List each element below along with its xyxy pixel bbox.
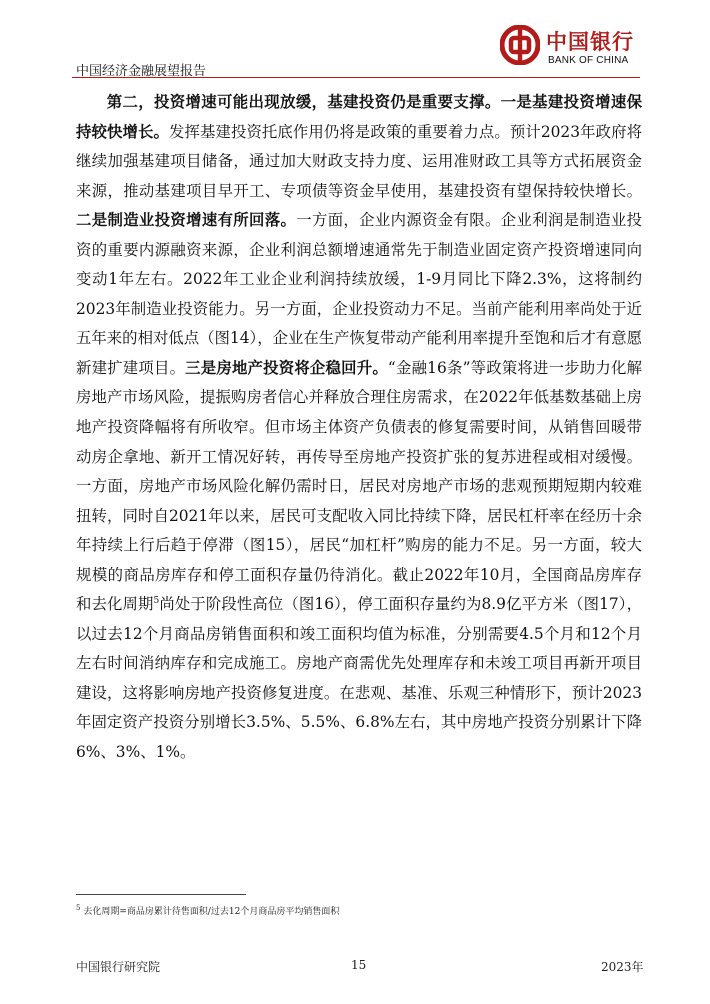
report-title: 中国经济金融展望报告 — [76, 64, 207, 79]
bank-of-china-logo — [498, 22, 644, 74]
heading-manufacturing: 二是制造业投资增速有所回落。 — [76, 211, 297, 230]
heading-investment: 第二，投资增速可能出现放缓，基建投资仍是重要支撑。一是基建投资增速保持较快增长。 — [76, 93, 642, 141]
text-real-estate: “金融16条”等政策将进一步助力化解房地产市场风险，提振购房者信心并释放合理住房需求，在2022年低基数基础上房地产投资降幅将有所收窄。但市场主体资产负债表的修复需要时间，从销售回暖带动房企拿地、新开工情况好转，再传导至房地产投资扩张的复苏进程或相对缓慢。一方面，房地产市场风险化解仍需时日，居民对房地产市场的悲观预期短期内较难扭转，同时自2021年以来，居民可支配收入同比持续下降，居民杠杆率在经历十余年持续上行后趋于停滞（图15），居民“加杠杆”购房的能力不足。另一方面，较大规模的商品房库存和停工面积存量仍待消化。截止2022年10月，全国商品房库存和去化周期 — [76, 358, 642, 614]
footnote-marker: 5 — [76, 904, 81, 912]
footnote-divider — [76, 894, 246, 895]
logo-name-en: BANK OF CHINA — [548, 55, 629, 66]
footer-institute: 中国银行研究院 — [76, 960, 161, 974]
footer-year: 2023年 — [601, 960, 644, 974]
footnote — [76, 904, 339, 917]
bank-of-china-logo-icon — [500, 25, 540, 65]
body-paragraph — [76, 88, 642, 768]
footnote-ref: 5 — [153, 596, 160, 607]
text-real-estate-cont: 尚处于阶段性高位（图16），停工面积存量约为8.9亿平方米（图17），以过去12个月商品房销售面积和竣工面积均值为标准，分别需要4.5个月和12个月左右时间消纳库存和完成施工。房地产商需优先处理库存和未竣工项目再新开项目建设，这将影响房地产投资修复进度。在悲观、基准、乐观三种情形下，预计2023年固定资产投资分别增长3.5%、5.5%、6.8%左右，其中房地产投资分别累计下降6%、3%、1%。 — [76, 595, 642, 762]
heading-real-estate: 三是房地产投资将企稳回升。 — [185, 358, 388, 377]
header-divider — [72, 77, 640, 78]
page-number: 15 — [351, 958, 367, 972]
text-manufacturing: 一方面，企业内源资金有限。企业利润是制造业投资的重要内源融资来源，企业利润总额增速通常先于制造业固定资产投资增速同向变动1年左右。2022年工业企业利润持续放缓，1-9月同比下降2.3%，这将制约2023年制造业投资能力。另一方面，企业投资动力不足。当前产能利用率尚处于近五年来的相对低点（图14），企业在生产恢复带动产能利用率提升至饱和后才有意愿新建扩建项目。 — [76, 211, 642, 377]
footnote-text: 去化周期=商品房累计待售面积/过去12个月商品房平均销售面积 — [83, 907, 340, 917]
logo-name-cn: 中国银行 — [546, 29, 634, 54]
text-infrastructure: 发挥基建投资托底作用仍将是政策的重要着力点。预计2023年政府将继续加强基建项目储备，通过加大财政支持力度、运用准财政工具等方式拓展资金来源，推动基建项目早开工、专项债等资金早使用，基建投资有望保持较快增长。 — [76, 122, 642, 200]
